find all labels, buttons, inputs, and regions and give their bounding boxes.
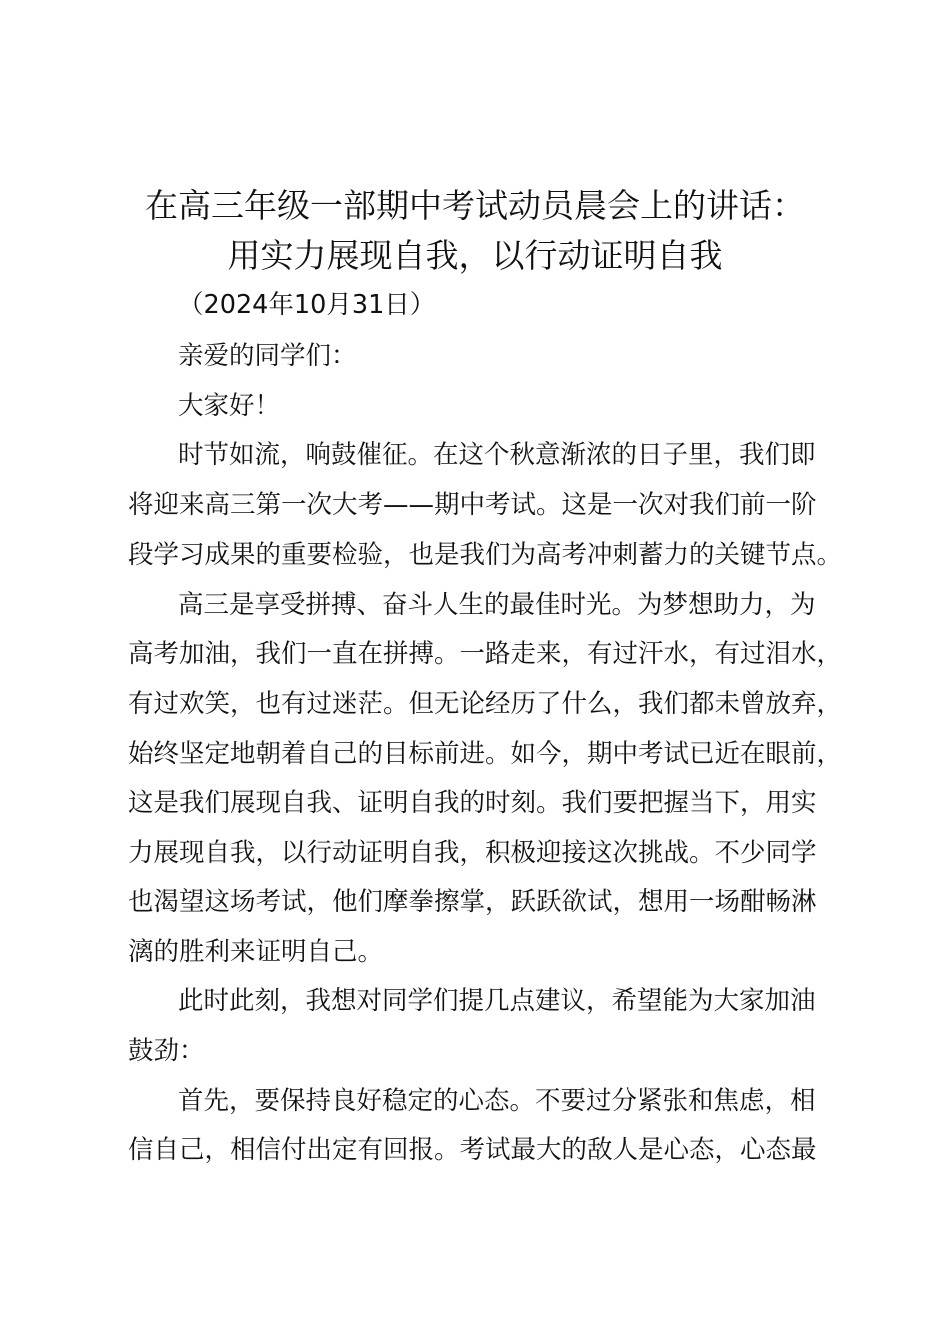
paragraph-line: 将迎来高三第一次大考——期中考试。这是一次对我们前一阶 xyxy=(128,490,817,520)
salutation: 亲爱的同学们： xyxy=(178,341,357,371)
paragraph-line: 高三是享受拼搏、奋斗人生的最佳时光。为梦想助力，为 xyxy=(178,590,816,620)
document-title-line-1: 在高三年级一部期中考试动员晨会上的讲话： xyxy=(145,186,805,225)
paragraph-line: 此时此刻，我想对同学们提几点建议，希望能为大家加油 xyxy=(178,986,816,1016)
paragraph-line: 高考加油，我们一直在拼搏。一路走来，有过汗水，有过泪水， xyxy=(128,639,843,669)
paragraph-line: 鼓劲： xyxy=(128,1036,205,1066)
speech-date: （2024年10月31日） xyxy=(178,290,436,320)
paragraph-line: 时节如流，响鼓催征。在这个秋意渐浓的日子里，我们即 xyxy=(178,440,816,470)
paragraph-line: 也渴望这场考试，他们摩拳擦掌，跃跃欲试，想用一场酣畅淋 xyxy=(128,887,817,917)
paragraph-line: 有过欢笑，也有过迷茫。但无论经历了什么，我们都未曾放弃， xyxy=(128,689,843,719)
document-title-line-2: 用实力展现自我，以行动证明自我 xyxy=(227,236,723,275)
paragraph-line: 始终坚定地朝着自己的目标前进。如今，期中考试已近在眼前， xyxy=(128,739,843,769)
paragraph-line: 首先，要保持良好稳定的心态。不要过分紧张和焦虑，相 xyxy=(178,1086,816,1116)
paragraph-line: 这是我们展现自我、证明自我的时刻。我们要把握当下，用实 xyxy=(128,788,817,818)
paragraph-line: 漓的胜利来证明自己。 xyxy=(128,937,384,967)
paragraph-line: 段学习成果的重要检验，也是我们为高考冲刺蓄力的关键节点。 xyxy=(128,540,843,570)
greeting: 大家好！ xyxy=(178,391,281,421)
paragraph-line: 力展现自我，以行动证明自我，积极迎接这次挑战。不少同学 xyxy=(128,838,817,868)
paragraph-line: 信自己，相信付出定有回报。考试最大的敌人是心态，心态最 xyxy=(128,1135,817,1165)
